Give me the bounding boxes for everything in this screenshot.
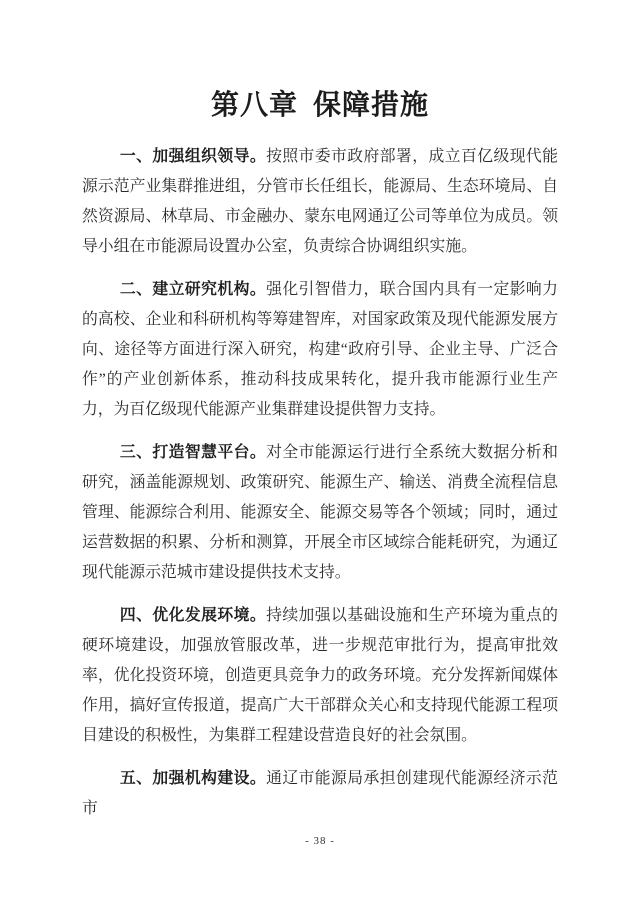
- paragraph-4: [82, 601, 558, 751]
- paragraph-5-lead: 五、加强机构建设。: [119, 770, 267, 787]
- chapter-title: 第八章 保障措施: [210, 90, 429, 121]
- paragraph-1-lead: 一、加强组织领导。: [119, 148, 267, 165]
- page-number: - 38 -: [305, 835, 335, 847]
- paragraph-5: [82, 764, 558, 824]
- paragraph-3-lead: 三、打造智慧平台。: [119, 444, 267, 461]
- paragraph-4-lead: 四、优化发展环境。: [119, 607, 267, 624]
- paragraph-3-text: 对全市能源运行进行全系统大数据分析和研究，涵盖能源规划、政策研究、能源生产、输送、消费全流程信息管理、能源综合利用、能源安全、能源交易等各个领域；同时，通过运营数据的积累、分析和测算，开展全市区域综合能耗研究，为通辽现代能源示范城市建设提供技术支持。: [82, 444, 558, 581]
- paragraph-2-text: 强化引智借力，联合国内具有一定影响力的高校、企业和科研机构等筹建智库，对国家政策及现代能源发展方向、途径等方面进行深入研究，构建“政府引导、企业主导、广泛合作”的产业创新体系，推动科技成果转化，提升我市能源行业生产力，为百亿级现代能源产业集群建设提供智力支持。: [82, 281, 558, 418]
- paragraph-3: [82, 438, 558, 588]
- document-body: [0, 126, 640, 824]
- paragraph-1-text: 按照市委市政府部署，成立百亿级现代能源示范产业集群推进组，分管市长任组长，能源局、生态环境局、自然资源局、林草局、市金融办、蒙东电网通辽公司等单位为成员。领导小组在市能源局设置办公室，负责综合协调组织实施。: [82, 148, 558, 255]
- paragraph-2: [82, 275, 558, 425]
- paragraph-1: [82, 142, 558, 262]
- paragraph-5-text: 通辽市能源局承担创建现代能源经济示范市: [82, 770, 558, 817]
- paragraph-4-text: 持续加强以基础设施和生产环境为重点的硬环境建设，加强放管服改革，进一步规范审批行为，提高审批效率，优化投资环境，创造更具竞争力的政务环境。充分发挥新闻媒体作用，搞好宣传报道，提高广大干部群众关心和支持现代能源工程项目建设的积极性，为集群工程建设营造良好的社会氛围。: [82, 607, 558, 744]
- paragraph-2-lead: 二、建立研究机构。: [119, 281, 267, 298]
